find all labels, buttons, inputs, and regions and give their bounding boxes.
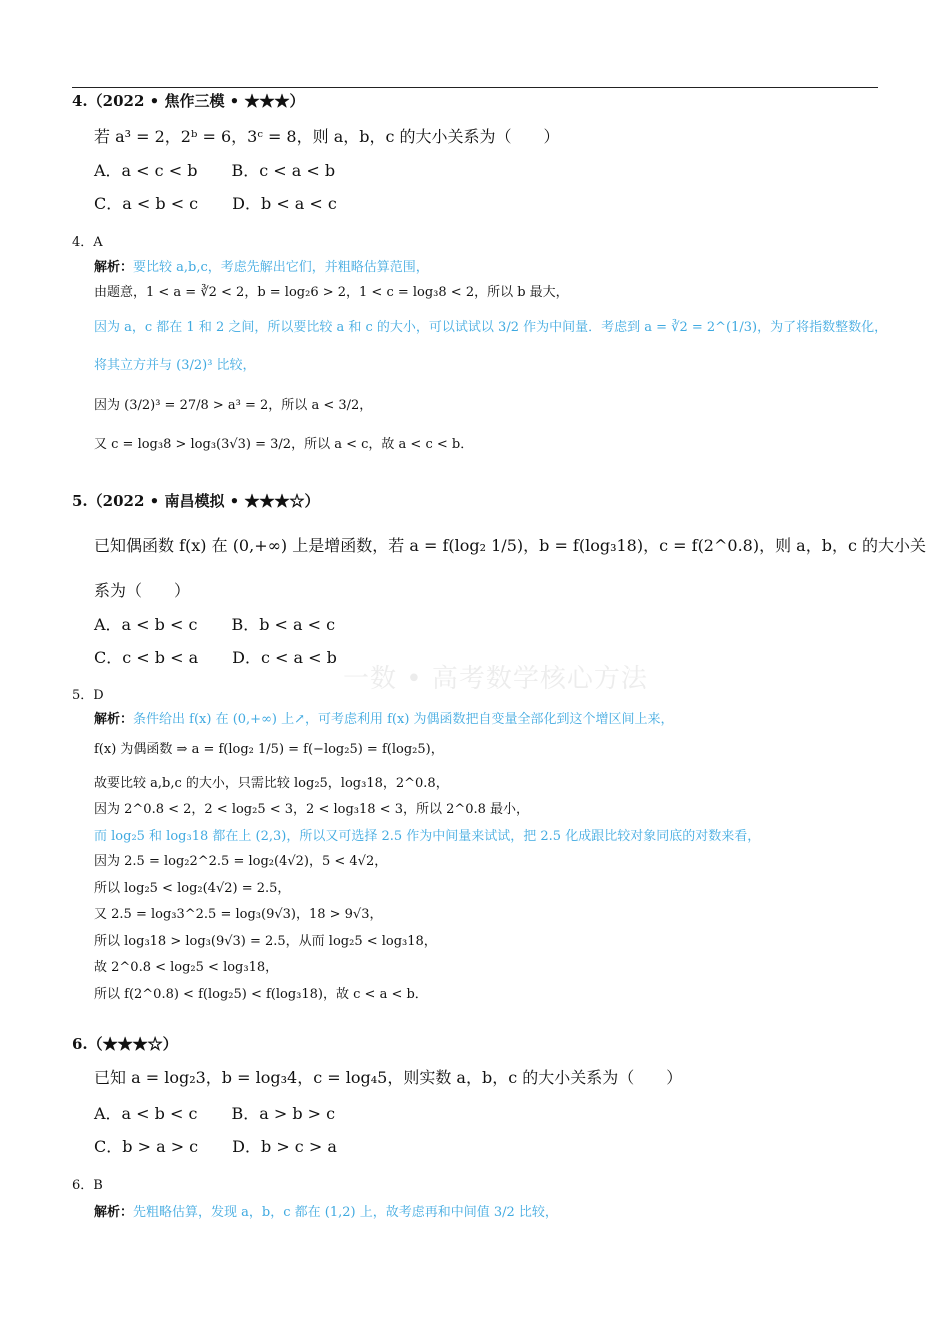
- q5-solution-line: 因为 2^0.8 < 2，2 < log₂5 < 3，2 < log₃18 < 3，所以 2^0.8 最小，: [94, 802, 530, 817]
- q5-option-b[interactable]: B．b < a < c: [231, 615, 336, 634]
- q6-solution-hint: 先粗略估算，发现 a，b，c 都在 (1,2) 上，故考虑再和中间值 3/2 比较，: [133, 1205, 558, 1220]
- q5-solution-line: 而 log₂5 和 log₃18 都在上 (2,3)，所以又可选择 2.5 作为中间量来试试，把 2.5 化成跟比较对象同底的对数来看，: [94, 829, 761, 844]
- q4-solution-line: 又 c = log₃8 > log₃(3√3) = 3/2，所以 a < c，故 a < c < b．: [94, 437, 474, 452]
- q5-solution-hint: 条件给出 f(x) 在 (0,+∞) 上↗，可考虑利用 f(x) 为偶函数把自变量全部化到这个增区间上来，: [133, 712, 674, 727]
- q6-option-a[interactable]: A．a < b < c: [94, 1104, 198, 1123]
- q6-options-row1: [94, 1101, 335, 1124]
- q4-solution-line: 因为 (3/2)³ = 27/8 > a³ = 2，所以 a < 3/2，: [94, 398, 373, 413]
- q4-options-row2: [94, 191, 337, 214]
- q5-option-c[interactable]: C．c < b < a: [94, 648, 199, 667]
- q5-option-a[interactable]: A．a < b < c: [94, 615, 198, 634]
- q4-solution-line: 由题意，1 < a = ∛2 < 2，b = log₂6 > 2，1 < c = log₃8 < 2，所以 b 最大，: [94, 285, 569, 300]
- q5-solution-line: 因为 2.5 = log₂2^2.5 = log₂(4√2)，5 < 4√2，: [94, 854, 388, 869]
- q6-options-row2: [94, 1134, 337, 1157]
- q4-solution-line: 因为 a，c 都在 1 和 2 之间，所以要比较 a 和 c 的大小，可以试试以 3/2 作为中间量．考虑到 a = ∛2 = 2^(1/3)，为了将指数整数化，: [94, 320, 888, 335]
- q4-header: 4.（2022 • 焦作三模 • ★★★）: [72, 92, 305, 110]
- q6-header: 6.（★★★☆）: [72, 1035, 178, 1053]
- q4-stem: 若 a³ = 2，2ᵇ = 6，3ᶜ = 8，则 a，b，c 的大小关系为（ ）: [94, 127, 560, 146]
- q4-options-row1: [94, 158, 335, 181]
- q5-answer: 5．D: [72, 688, 104, 703]
- q4-solution-line: 将其立方并与 (3/2)³ 比较，: [94, 358, 256, 373]
- q4-option-d[interactable]: D．b < a < c: [232, 194, 337, 213]
- q5-stem-cont: 系为（ ）: [94, 581, 191, 600]
- q5-solution-line: 所以 f(2^0.8) < f(log₂5) < f(log₃18)，故 c < a < b．: [94, 987, 428, 1002]
- q5-solution-line: 故 2^0.8 < log₂5 < log₃18，: [94, 960, 279, 975]
- watermark: 一数 • 高考数学核心方法: [343, 664, 648, 694]
- q6-option-c[interactable]: C．b > a > c: [94, 1137, 199, 1156]
- q5-solution-line: 故要比较 a,b,c 的大小，只需比较 log₂5，log₃18，2^0.8，: [94, 776, 449, 791]
- q6-stem: 已知 a = log₂3，b = log₃4，c = log₄5，则实数 a，b，c 的大小关系为（ ）: [94, 1068, 683, 1087]
- q5-solution-line: 又 2.5 = log₃3^2.5 = log₃(9√3)，18 > 9√3，: [94, 907, 383, 922]
- q5-solution-hint-line: [94, 708, 674, 727]
- q6-option-b[interactable]: B．a > b > c: [231, 1104, 336, 1123]
- q6-answer: 6．B: [72, 1178, 103, 1193]
- q6-option-d[interactable]: D．b > c > a: [232, 1137, 337, 1156]
- q6-solution-label: 解析：: [94, 1205, 134, 1220]
- q5-stem: 已知偶函数 f(x) 在 (0,+∞) 上是增函数，若 a = f(log₂ 1/5)，b = f(log₃18)，c = f(2^0.8)，则 a，b，c 的大小关: [94, 536, 926, 555]
- q5-solution-line: 所以 log₃18 > log₃(9√3) = 2.5，从而 log₂5 < log₃18，: [94, 934, 437, 949]
- q4-solution-hint: 要比较 a,b,c，考虑先解出它们，并粗略估算范围，: [133, 260, 429, 275]
- q5-options-row2: [94, 645, 337, 668]
- q4-option-b[interactable]: B．c < a < b: [231, 161, 336, 180]
- q5-solution-line: 所以 log₂5 < log₂(4√2) = 2.5，: [94, 881, 291, 896]
- q5-header: 5.（2022 • 南昌模拟 • ★★★☆）: [72, 492, 320, 510]
- q6-solution-hint-line: [94, 1201, 558, 1220]
- q5-solution-label: 解析：: [94, 712, 134, 727]
- q4-option-a[interactable]: A．a < c < b: [94, 161, 198, 180]
- q4-option-c[interactable]: C．a < b < c: [94, 194, 199, 213]
- top-rule: [72, 87, 878, 88]
- q4-answer: 4．A: [72, 235, 103, 250]
- q4-solution-label: 解析：: [94, 260, 134, 275]
- q5-solution-line: f(x) 为偶函数 ⇒ a = f(log₂ 1/5) = f(−log₂5) = f(log₂5)，: [94, 742, 444, 757]
- q4-solution-hint-line: [94, 256, 429, 275]
- q5-options-row1: [94, 612, 335, 635]
- q5-option-d[interactable]: D．c < a < b: [232, 648, 337, 667]
